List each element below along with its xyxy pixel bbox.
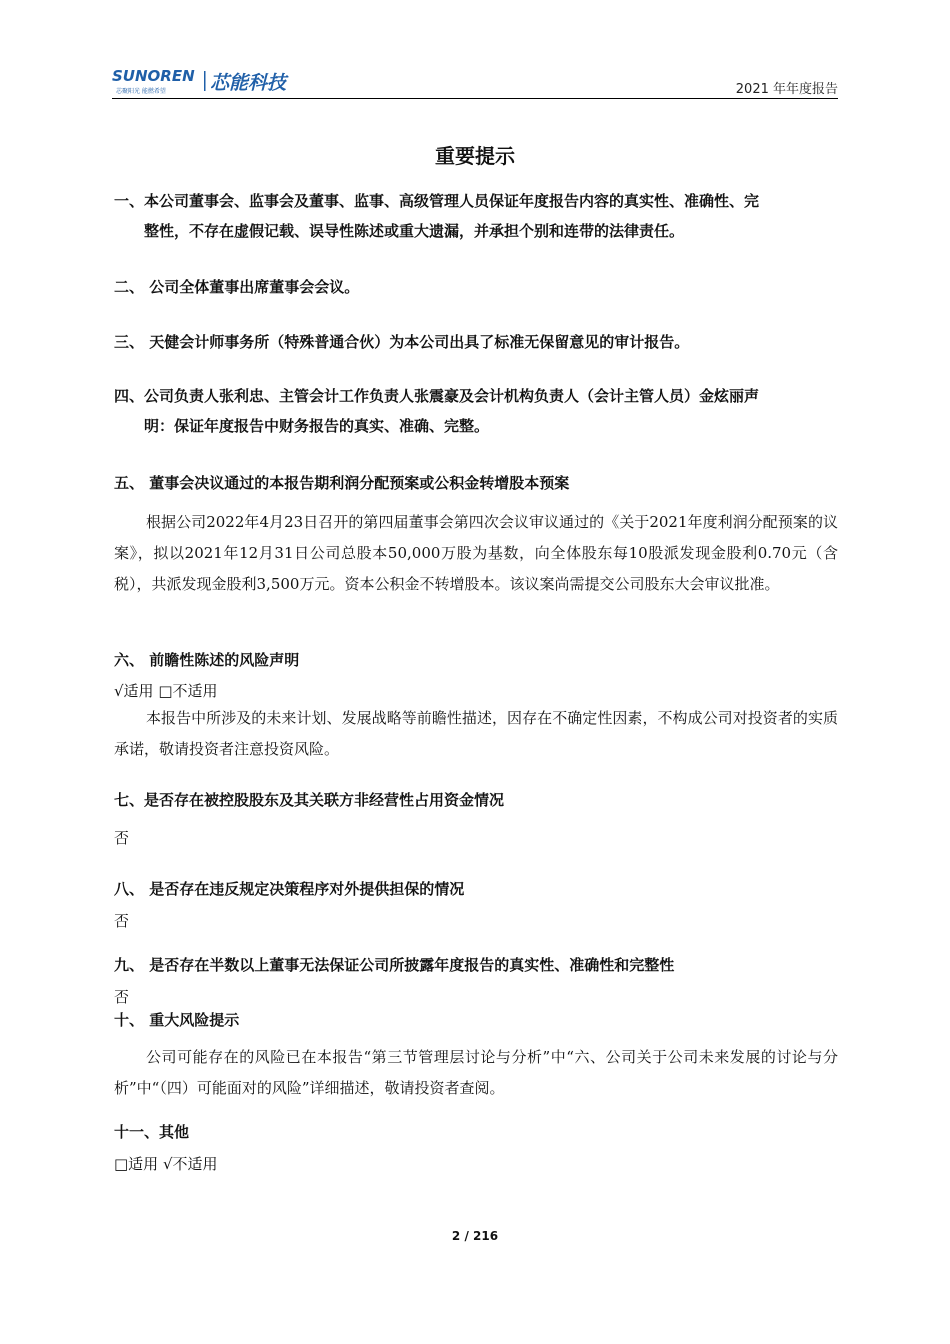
page-title: 重要提示 <box>435 144 515 168</box>
section-1-line1: 一、本公司董事会、监事会及董事、监事、高级管理人员保证年度报告内容的真实性、准确性、完 <box>114 192 760 210</box>
section-7-heading: 七、是否存在被控股股东及其关联方非经营性占用资金情况 <box>114 791 505 809</box>
section-10-body: 公司可能存在的风险已在本报告“第三节管理层讨论与分析”中“六、公司关于公司未来发展的讨论与分析”中“（四）可能面对的风险”详细描述，敬请投资者查阅。 <box>114 1048 838 1097</box>
section-11-heading: 十一、其他 <box>114 1123 190 1141</box>
section-8-answer: 否 <box>114 912 130 930</box>
section-6-checkbox: √适用 □不适用 <box>114 682 218 700</box>
section-2: 二、 公司全体董事出席董事会会议。 <box>114 278 360 296</box>
report-year: 2021 年年度报告 <box>735 82 838 97</box>
logo-cn: 芯能科技 <box>210 72 287 94</box>
company-logo <box>112 64 332 96</box>
logo-slogan: 芯聚阳光 能燃希望 <box>116 88 166 95</box>
section-4-line2: 明：保证年度报告中财务报告的真实、准确、完整。 <box>144 417 490 435</box>
page-number: 2 / 216 <box>451 1229 499 1243</box>
section-1-line2: 整性，不存在虚假记载、误导性陈述或重大遗漏，并承担个别和连带的法律责任。 <box>144 222 685 240</box>
section-11-checkbox: □适用 √不适用 <box>114 1155 218 1173</box>
page-header <box>112 62 838 99</box>
section-5-heading: 五、 董事会决议通过的本报告期利润分配预案或公积金转增股本预案 <box>114 474 570 492</box>
section-4 <box>114 381 838 441</box>
section-1 <box>114 186 838 246</box>
section-3: 三、 天健会计师事务所（特殊普通合伙）为本公司出具了标准无保留意见的审计报告。 <box>114 333 690 351</box>
section-5-body: 根据公司2022年4月23日召开的第四届董事会第四次会议审议通过的《关于2021年度利润分配预案的议案》，拟以2021年12月31日公司总股本50,000万股为基数，向全体股东每10股派发现金股利0.70元（含税），共派发现金股利3,500万元。资本公积金不转增股本。该议案尚需提交公司股东大会审议批准。 <box>114 513 838 593</box>
section-6-heading: 六、 前瞻性陈述的风险声明 <box>114 651 300 669</box>
section-6-body: 本报告中所涉及的未来计划、发展战略等前瞻性描述，因存在不确定性因素，不构成公司对投资者的实质承诺，敬请投资者注意投资风险。 <box>114 709 838 758</box>
section-7-answer: 否 <box>114 829 130 847</box>
logo-brand: SUNOREN <box>112 67 195 85</box>
section-9-heading: 九、 是否存在半数以上董事无法保证公司所披露年度报告的真实性、准确性和完整性 <box>114 956 675 974</box>
section-9-answer: 否 <box>114 988 130 1006</box>
section-8-heading: 八、 是否存在违反规定决策程序对外提供担保的情况 <box>114 880 465 898</box>
section-10-heading: 十、 重大风险提示 <box>114 1011 240 1029</box>
section-4-line1: 四、公司负责人张利忠、主管会计工作负责人张震豪及会计机构负责人（会计主管人员）金炫丽声 <box>114 387 760 405</box>
